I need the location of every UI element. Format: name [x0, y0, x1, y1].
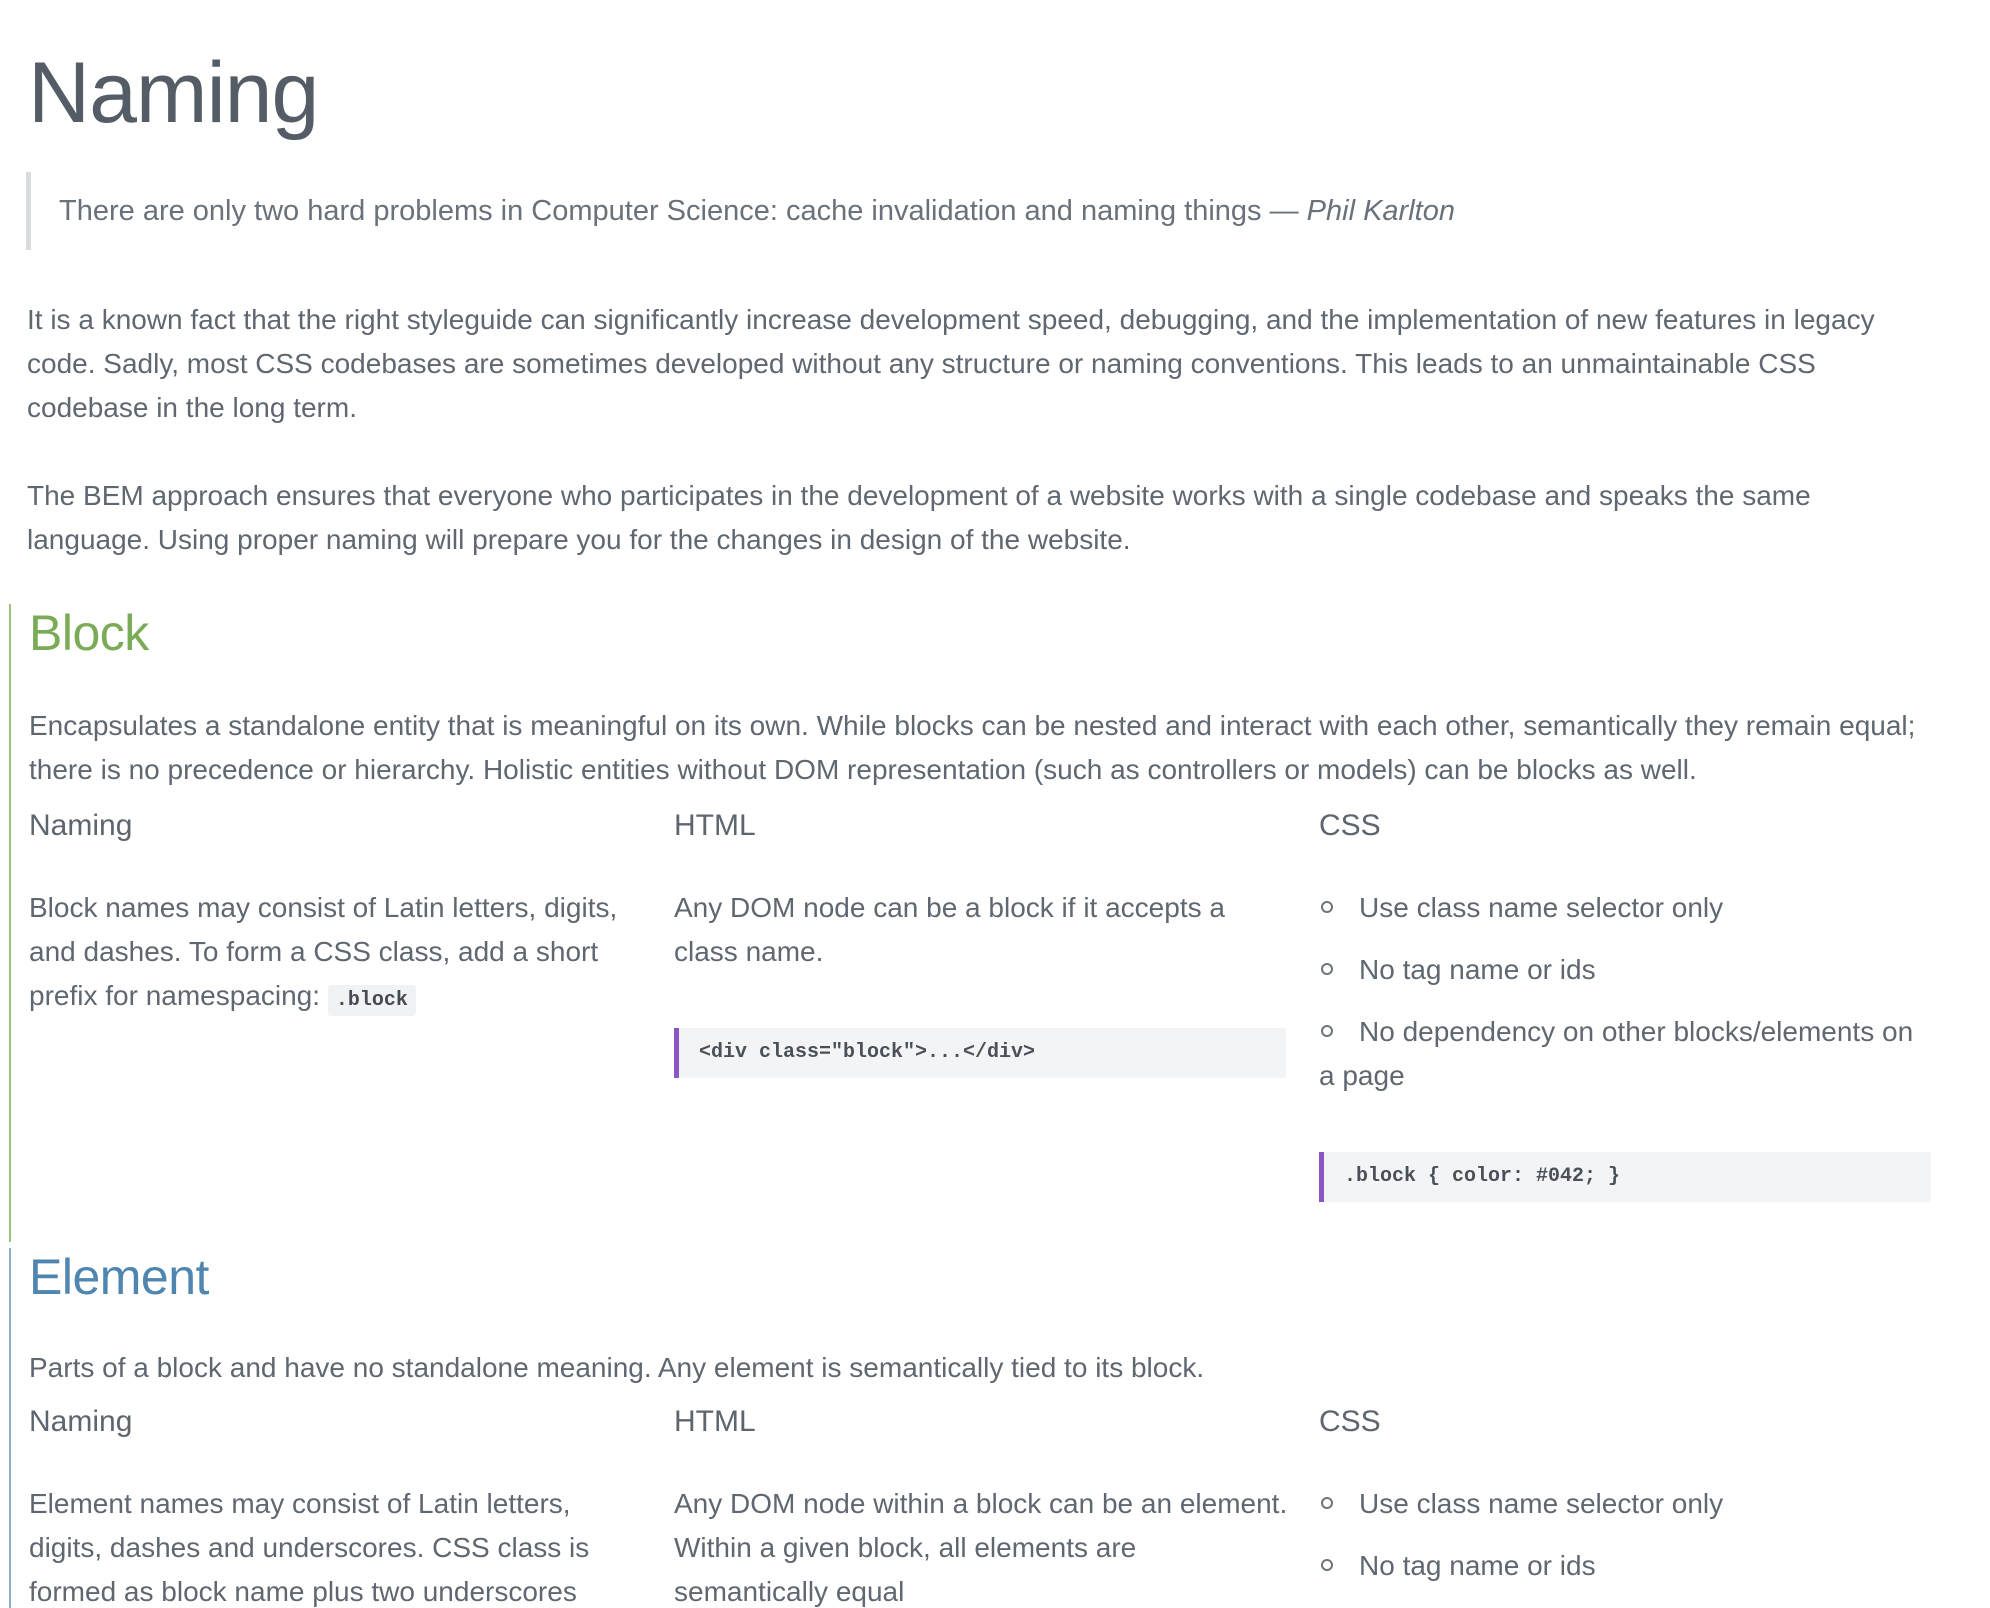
- list-item: No tag name or ids: [1319, 948, 1934, 992]
- page-title: Naming: [28, 45, 319, 141]
- bullet-icon: [1321, 901, 1333, 913]
- element-css-heading: CSS: [1319, 1405, 1381, 1438]
- element-html-text: Any DOM node within a block can be an element. Within a given block, all elements are semantically equal: [674, 1488, 1288, 1607]
- element-html-column: [674, 1402, 1289, 1607]
- intro-paragraph-1: It is a known fact that the right styleguide can significantly increase development speed, debugging, and the implementation of new features in legacy code. Sadly, most CSS codebases are sometimes developed without any structure or naming conventions. This leads to an unmaintainable CSS codebase in the long term.: [27, 304, 1875, 423]
- block-naming-text: [29, 886, 644, 1023]
- bullet-icon: [1321, 963, 1333, 975]
- block-html-column: [674, 806, 1289, 1064]
- element-css-rules: [1319, 1482, 1934, 1606]
- bullet-icon: [1321, 1559, 1333, 1571]
- list-item: Use class name selector only: [1319, 1482, 1934, 1526]
- element-description: Parts of a block and have no standalone meaning. Any element is semantically tied to its block.: [29, 1352, 1205, 1383]
- bullet-icon: [1321, 1497, 1333, 1509]
- block-description: Encapsulates a standalone entity that is meaningful on its own. While blocks can be nested and interact with each other, semantically they remain equal; there is no precedence or hierarchy. Holistic entities without DOM representation (such as controllers or models) can be blocks as well.: [29, 710, 1916, 785]
- element-naming-heading: Naming: [29, 1405, 133, 1438]
- element-html-heading: HTML: [674, 1405, 756, 1438]
- quote-author: Phil Karlton: [1306, 195, 1455, 227]
- block-html-text: Any DOM node can be a block if it accepts a class name.: [674, 892, 1225, 967]
- quote-text: There are only two hard problems in Computer Science: cache invalidation and naming things —: [59, 195, 1307, 227]
- list-item: Use class name selector only: [1319, 886, 1934, 930]
- list-item: No tag name or ids: [1319, 1544, 1934, 1588]
- quote: [26, 172, 1526, 250]
- block-naming-body: Block names may consist of Latin letters, digits, and dashes. To form a CSS class, add a short prefix for namespacing:: [29, 892, 618, 1011]
- block-naming-column: [29, 806, 644, 1012]
- element-css-column: [1319, 1402, 1934, 1581]
- block-naming-code: .block: [328, 985, 416, 1016]
- block-css-column: [1319, 806, 1934, 1188]
- block-html-heading: HTML: [674, 809, 756, 842]
- block-naming-heading: Naming: [29, 809, 133, 842]
- element-title: Element: [29, 1249, 209, 1305]
- element-section: [9, 1248, 1969, 1608]
- block-css-heading: CSS: [1319, 809, 1381, 842]
- element-naming-column: [29, 1402, 644, 1607]
- block-title: Block: [29, 605, 149, 661]
- element-naming-text: Element names may consist of Latin letters, digits, dashes and underscores. CSS class is formed as block name plus two underscores: [29, 1488, 590, 1607]
- block-section: [9, 604, 1969, 1242]
- intro-paragraph-2: The BEM approach ensures that everyone who participates in the development of a website works with a single codebase and speaks the same language. Using proper naming will prepare you for the changes in design of the website.: [27, 480, 1811, 555]
- bullet-icon: [1321, 1025, 1333, 1037]
- block-html-code: <div class="block">...</div>: [674, 1028, 1286, 1078]
- block-css-code: .block { color: #042; }: [1319, 1152, 1931, 1202]
- block-css-rules: [1319, 886, 1934, 1116]
- list-item: No dependency on other blocks/elements on a page: [1319, 1016, 1914, 1091]
